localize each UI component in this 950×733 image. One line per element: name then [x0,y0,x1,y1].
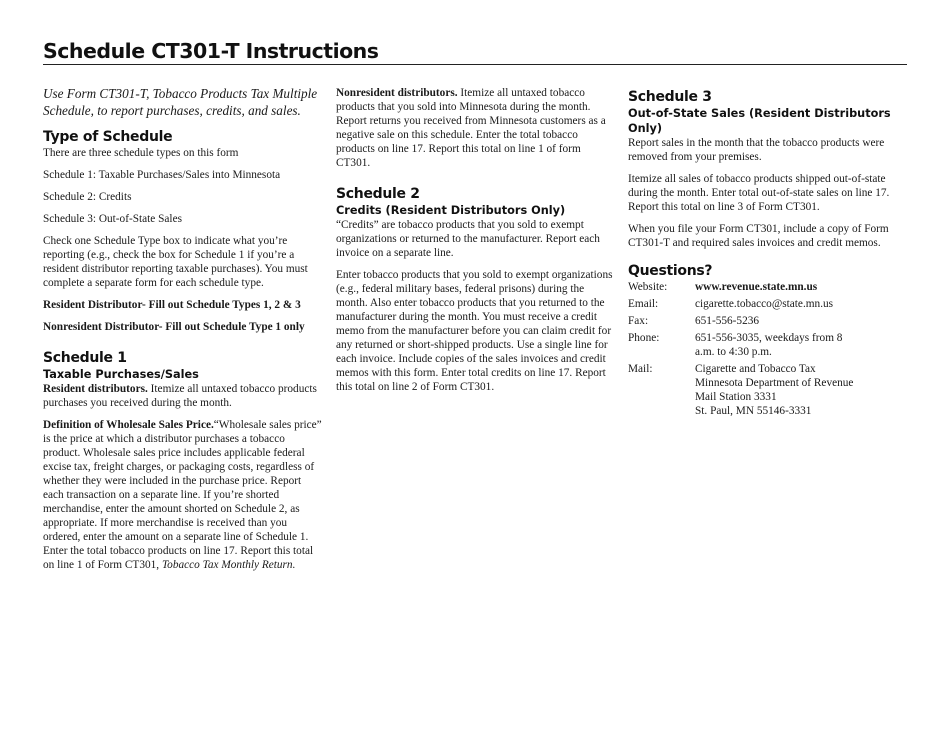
mail-address [695,362,898,418]
schedule-types-intro: There are three schedule types on this form [43,147,239,159]
nonresident-distributors-paragraph [336,86,616,170]
schedule-1-heading: Schedule 1 [43,350,127,366]
schedule-3-paragraph-1: Report sales in the month that the tobacco products were removed from your premises. [628,137,885,163]
contact-info [628,280,898,418]
phone-label: Phone: [628,332,660,344]
mail-line-4: St. Paul, MN 55146-3331 [695,405,812,417]
nonresident-distributor-text: Nonresident Distributor- Fill out Schedule Type 1 only [43,321,305,333]
column-2 [336,86,616,402]
schedule-type-3: Schedule 3: Out-of-State Sales [43,213,182,225]
credits-instructions: Enter tobacco products that you sold to exempt organizations (e.g., federal military bases, federal prisons) during the month. Also enter tobacco products that you returned to the manufacturer during the month. You must receive a credit memo from the manufacturer before you can claim credit for any returned or short-shipped products. Use a single line for each invoice. Include copies of the sales invoices and credit memos with this form. Enter total credits on line 17. Report this total on line 2 of Form CT301. [336,269,613,393]
schedule-3-paragraph-2: Itemize all sales of tobacco products shipped out-of-state during the month. Enter total out-of-state sales on line 17. Report this total on line 3 of Form CT301. [628,173,890,213]
mail-label: Mail: [628,363,653,375]
credits-definition: “Credits” are tobacco products that you sold to exempt organizations or returned to the manufacturer. Report each invoice on a separate line. [336,219,600,259]
mail-line-3: Mail Station 3331 [695,391,777,403]
resident-distributor-note [43,298,323,312]
wholesale-definition-text: “Wholesale sales price” is the price at which a distributor purchases a tobacco product. Wholesale sales price includes applicable federal excise tax, freight charges, or packaging costs, regardless of whether they were included in the purchase price. Report each transaction on a separate line. If you’re shorted merchandise, enter the amount shorted on Schedule 2, as appropriate. If more merchandise is received than you ordered, enter the amount on a separate line of Schedule 1. Enter the total tobacco products on line 17. Report this total on line 1 of Form CT301, [43,419,322,571]
nonresident-distributor-note [43,320,323,334]
wholesale-definition-paragraph [43,418,323,572]
check-instructions: Check one Schedule Type box to indicate what you’re reporting (e.g., check the box for Schedule 1 if you’re a resident distributor reporting taxable purchases). You must complete a separate form for each schedule type. [43,235,308,289]
questions-heading: Questions? [628,263,713,279]
form-ct301-title: Tobacco Tax Monthly Return. [161,559,296,571]
website-link[interactable]: www.revenue.state.mn.us [695,281,818,293]
fax-label: Fax: [628,315,649,327]
column-3 [628,86,898,418]
phone-number: 651-556-3035, weekdays from 8 a.m. to 4:30 p.m. [695,332,843,358]
nonresident-distributors-text: Itemize all untaxed tobacco products that you sold into Minnesota during the month. Report returns you received from Minnesota customers as a negative sale on this schedule. Enter the total tobacco products on line 17. Report this total on line 1 of form CT301. [336,87,606,169]
resident-distributor-text: Resident Distributor- Fill out Schedule Types 1, 2 & 3 [43,299,301,311]
wholesale-definition-lead: Definition of Wholesale Sales Price. [43,419,214,431]
mail-line-2: Minnesota Department of Revenue [695,377,854,389]
column-1 [43,86,323,580]
fax-number: 651-556-5236 [695,315,760,327]
schedule-3-subheading: Out-of-State Sales (Resident Distributors Only) [628,107,891,135]
mail-line-1: Cigarette and Tobacco Tax [695,363,816,375]
nonresident-distributors-lead: Nonresident distributors. [336,87,458,99]
title-bar [43,38,907,65]
resident-distributors-paragraph [43,382,323,410]
type-of-schedule-heading: Type of Schedule [43,129,173,145]
intro-text: Use Form CT301-T, Tobacco Products Tax Multiple Schedule, to report purchases, credits, and sales. [43,86,318,118]
schedule-3-heading: Schedule 3 [628,89,712,105]
email-label: Email: [628,298,659,310]
schedule-type-1: Schedule 1: Taxable Purchases/Sales into Minnesota [43,169,281,181]
schedule-type-2: Schedule 2: Credits [43,191,132,203]
resident-distributors-lead: Resident distributors. [43,383,148,395]
schedule-2-subheading: Credits (Resident Distributors Only) [336,204,566,217]
schedule-2-heading: Schedule 2 [336,186,420,202]
schedule-1-subheading: Taxable Purchases/Sales [43,368,199,381]
page-title: Schedule CT301-T Instructions [43,39,379,63]
resident-distributors-text: Itemize all untaxed tobacco products purchases you received during the month. [43,383,317,409]
email-link[interactable]: cigarette.tobacco@state.mn.us [695,298,834,310]
schedule-3-paragraph-3: When you file your Form CT301, include a copy of Form CT301-T and required sales invoices and credit memos. [628,223,889,249]
website-label: Website: [628,281,668,293]
